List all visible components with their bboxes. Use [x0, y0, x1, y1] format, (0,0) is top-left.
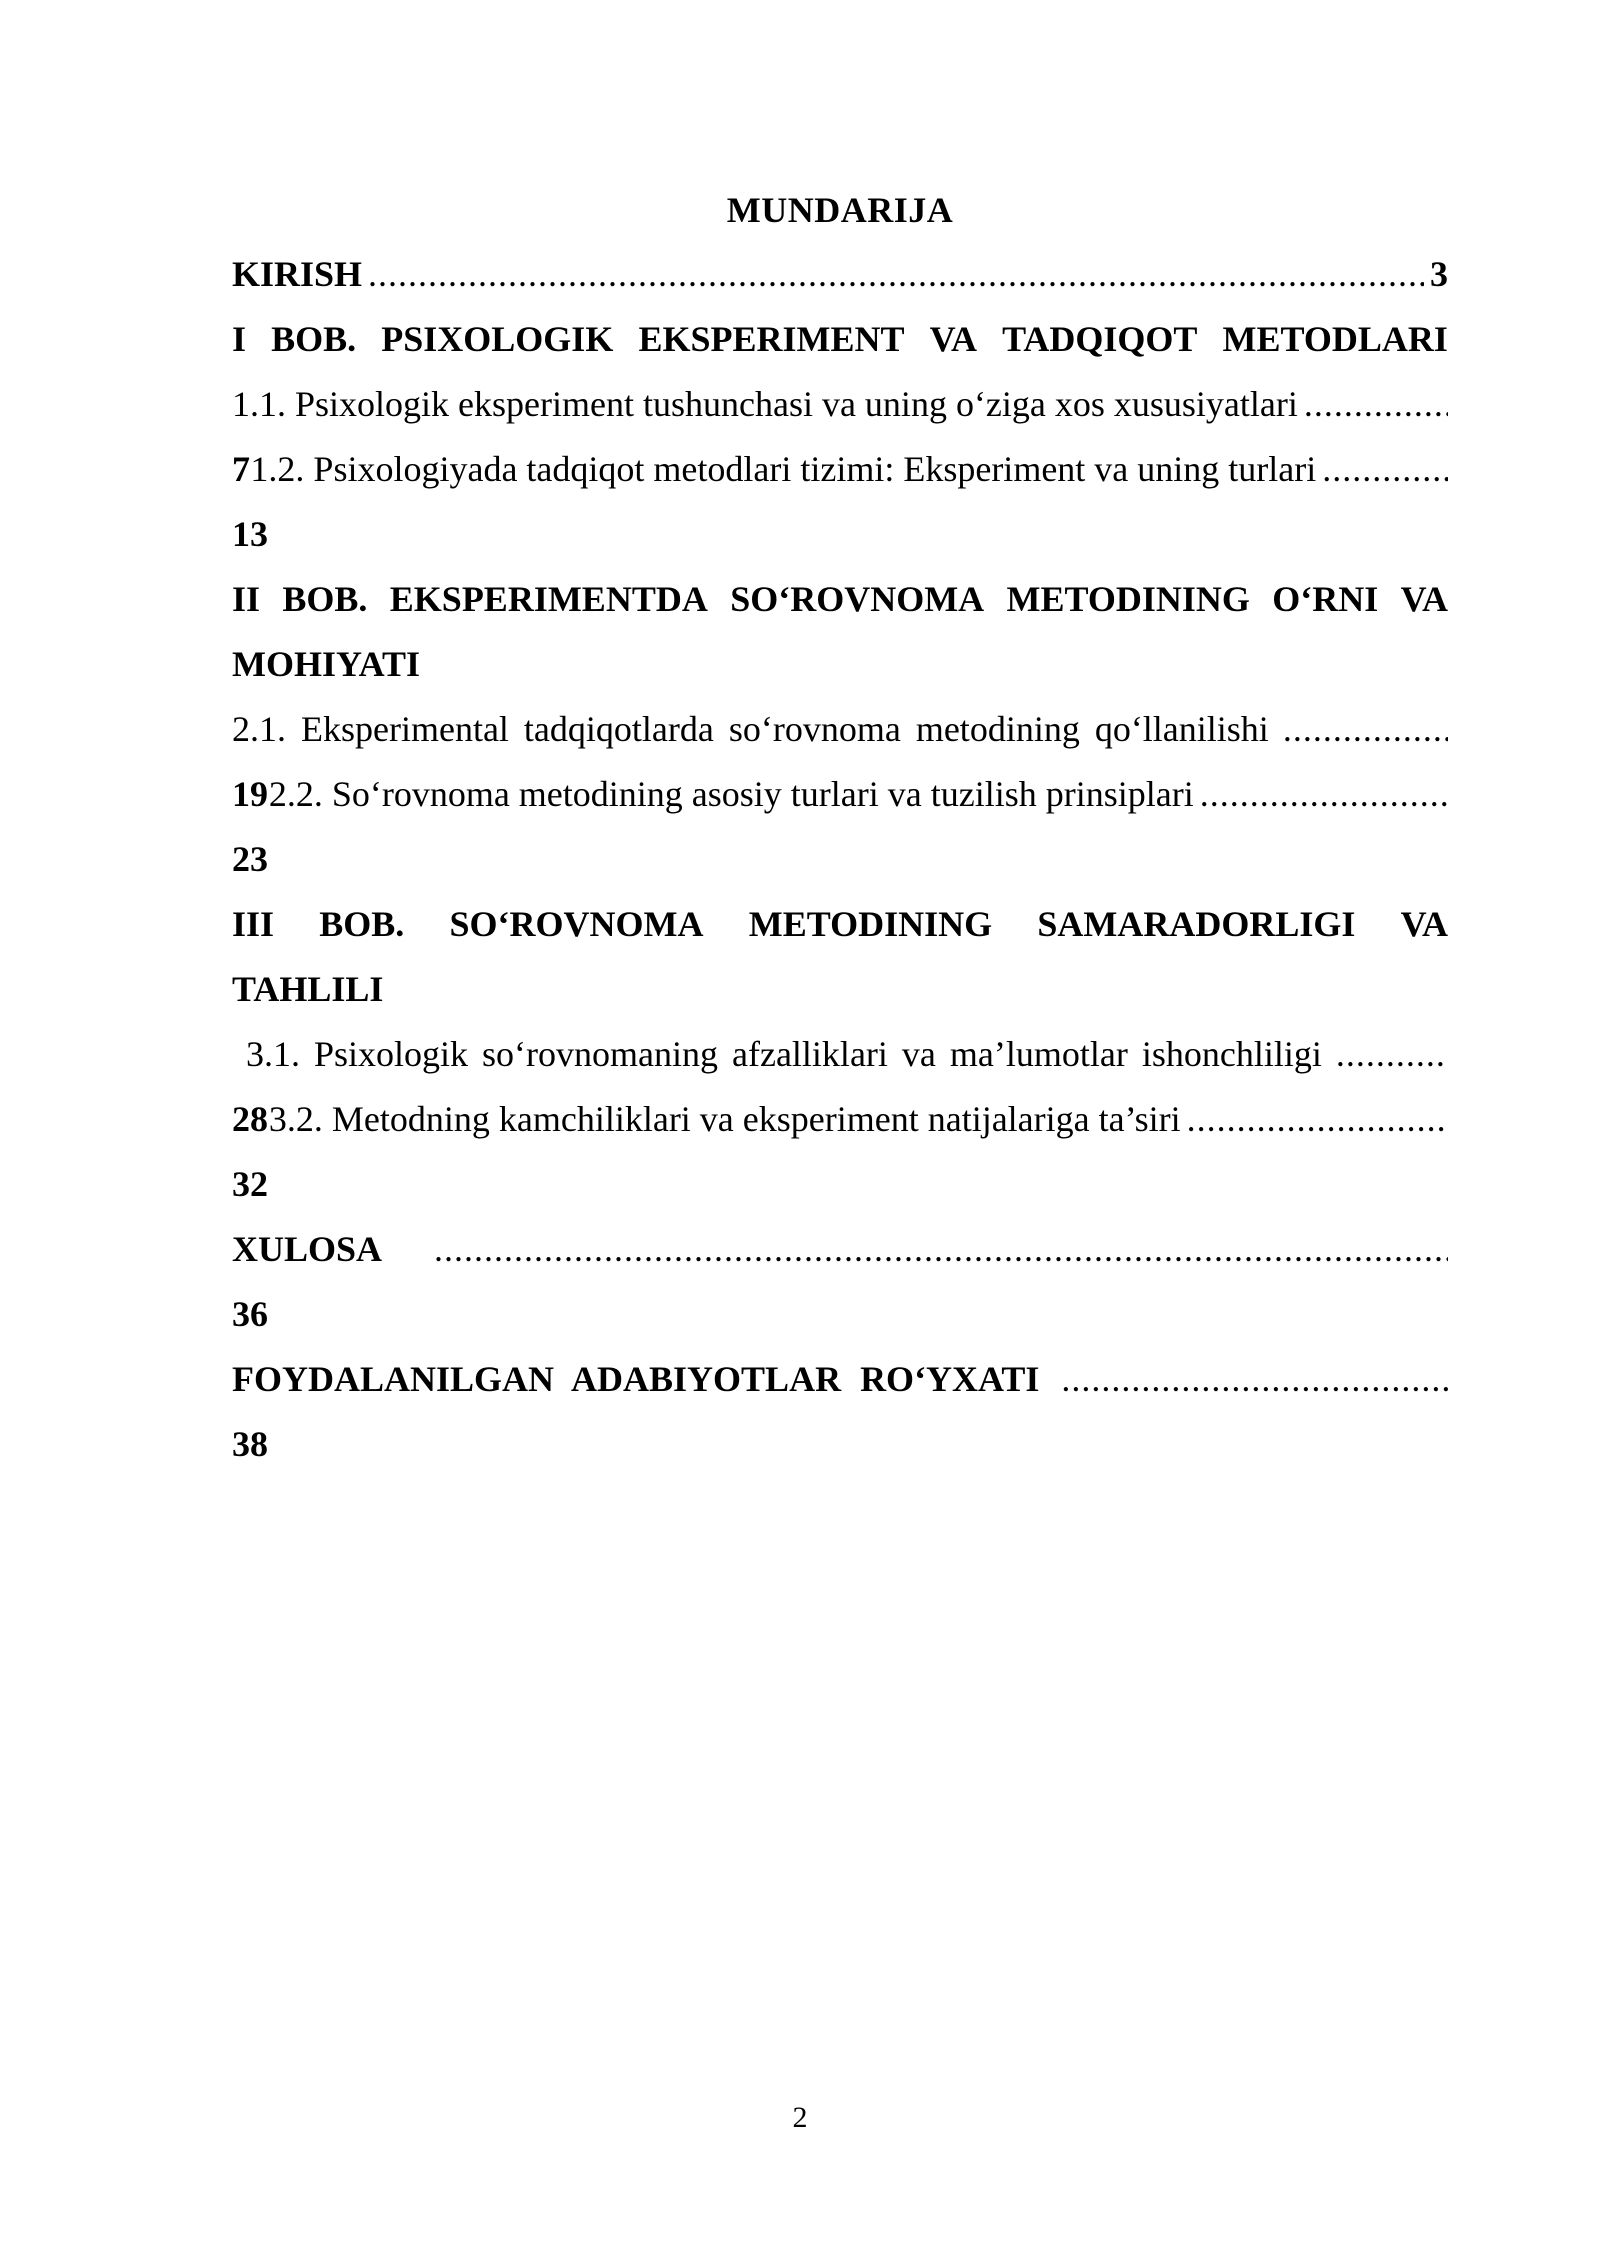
toc-entry-label: 2.1. Eksperimental tadqiqotlarda so‘rovnoma metodining qo‘llanilishi: [232, 709, 1269, 749]
toc-chapter-3-heading-line2: TAHLILI: [232, 969, 384, 1009]
leader-dots: [368, 242, 1424, 306]
heading-word: METODINING: [1006, 579, 1250, 619]
heading-word: EKSPERIMENT: [638, 319, 905, 359]
heading-word: III: [232, 904, 275, 944]
leader-dots: [1061, 1347, 1448, 1411]
toc-entry-page: 32: [232, 1164, 268, 1204]
toc-entry-adabiyotlar: [232, 1347, 1448, 1411]
toc-chapter-2-heading: [232, 567, 1448, 631]
toc-entry-page: 38: [232, 1424, 268, 1464]
toc-entry-2-1: [232, 697, 1448, 761]
toc-title: MUNDARIJA: [726, 190, 954, 230]
toc-entry-label: KIRISH: [232, 254, 363, 294]
toc-entry-label: 1.1. Psixologik eksperiment tushunchasi va uning o‘ziga xos xususiyatlari: [232, 384, 1298, 424]
toc-chapter-2-heading-line2: MOHIYATI: [232, 644, 421, 684]
toc-entry-1-1: [232, 372, 1448, 436]
heading-word: PSIXOLOGIK: [381, 319, 614, 359]
heading-word: BOB.: [282, 579, 368, 619]
leader-dots: [1336, 1022, 1448, 1086]
heading-word: II: [232, 579, 261, 619]
leader-dots: [1322, 437, 1448, 501]
toc-entry-label: 1.2. Psixologiyada tadqiqot metodlari tizimi: Eksperiment va uning turlari: [250, 449, 1317, 489]
toc-entry-2-2: [232, 762, 1448, 826]
leader-dots: [1200, 762, 1448, 826]
heading-word: METODLARI: [1222, 319, 1448, 359]
heading-word: BOB.: [271, 319, 357, 359]
heading-word: O‘RNI: [1272, 579, 1379, 619]
heading-word: EKSPERIMENTDA: [389, 579, 708, 619]
heading-word: VA: [1400, 579, 1448, 619]
heading-word: METODINING: [748, 904, 993, 944]
heading-word: BOB.: [319, 904, 405, 944]
leader-dots: [434, 1217, 1448, 1281]
toc-entry-page: 3: [1430, 254, 1448, 294]
toc-entry-page: 7: [232, 449, 250, 489]
toc-entry-1-2: [232, 437, 1448, 501]
heading-word: VA: [1400, 904, 1448, 944]
heading-word: TADQIQOT: [1002, 319, 1198, 359]
toc-entry-page: 23: [232, 839, 268, 879]
toc-entry-page: 19: [232, 774, 268, 814]
leader-dots: [1187, 1087, 1448, 1151]
toc-chapter-1-heading: [232, 307, 1448, 371]
toc-entry-xulosa: [232, 1217, 1448, 1281]
leader-dots: [1304, 372, 1448, 436]
heading-word: SAMARADORLIGI: [1037, 904, 1356, 944]
heading-word: I: [232, 319, 247, 359]
toc-entry-label: 3.1. Psixologik so‘rovnomaning afzalliklari va ma’lumotlar ishonchliligi: [246, 1034, 1322, 1074]
toc-entry-label: 2.2. So‘rovnoma metodining asosiy turlari va tuzilish prinsiplari: [268, 774, 1194, 814]
toc-chapter-3-heading: [232, 892, 1448, 956]
toc-entry-kirish: [232, 242, 1448, 306]
toc-entry-page: 36: [232, 1294, 268, 1334]
toc-entry-label: 3.2. Metodning kamchiliklari va eksperiment natijalariga ta’siri: [268, 1099, 1181, 1139]
toc-entry-label: XULOSA: [232, 1229, 383, 1269]
heading-word: SO‘ROVNOMA: [730, 579, 985, 619]
toc-entry-3-1: [232, 1022, 1448, 1086]
toc-entry-page: 13: [232, 514, 268, 554]
page-number: 2: [792, 2101, 808, 2134]
heading-word: SO‘ROVNOMA: [449, 904, 704, 944]
heading-word: VA: [929, 319, 977, 359]
toc-entry-3-2: [232, 1087, 1448, 1151]
toc-entry-page: 28: [232, 1099, 268, 1139]
toc-entry-label: FOYDALANILGAN ADABIYOTLAR RO‘YXATI: [232, 1359, 1040, 1399]
leader-dots: [1283, 697, 1448, 761]
